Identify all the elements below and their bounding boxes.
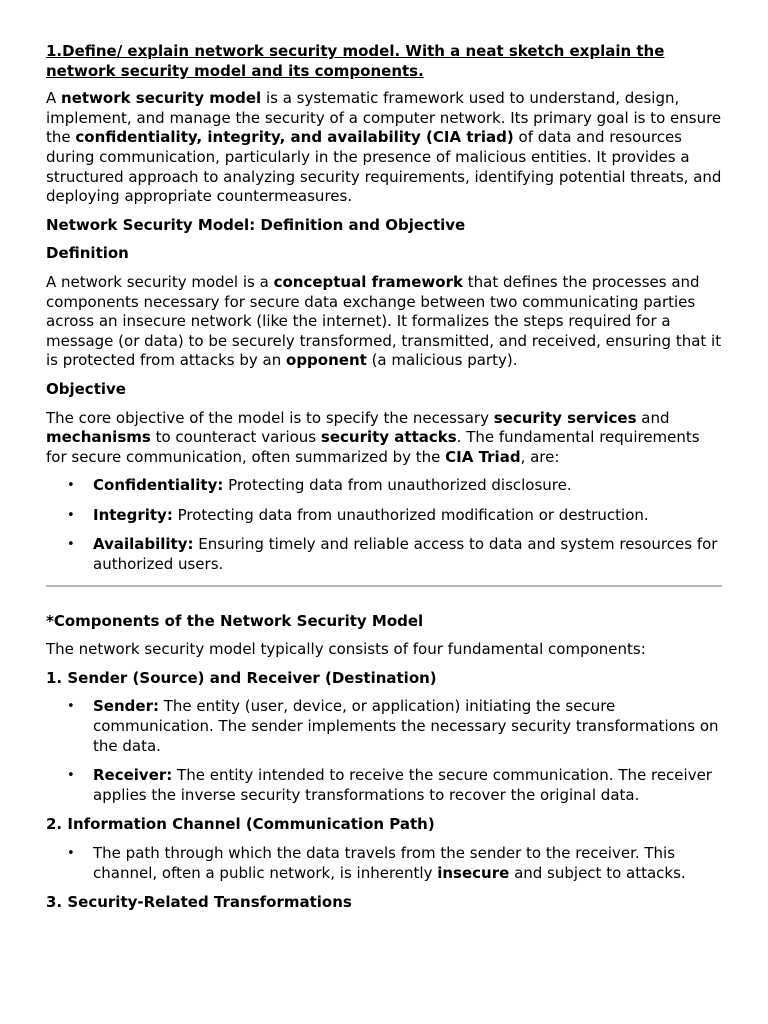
definition-bold-1: conceptual framework [273, 272, 463, 291]
objective-text-2: and [636, 408, 670, 427]
list-item-receiver [46, 766, 722, 805]
list-item-availability [46, 535, 722, 574]
definition-text-3: (a malicious party). [366, 351, 518, 370]
intro-text-3: of data and resources during communication, particularly in the presence of malicious entities. It provides a structured approach to analyzing security requirements, identifying potential threats, and deploying appropriate countermeasures. [46, 128, 722, 206]
objective-text-5: , are: [520, 447, 560, 466]
cia-triad-list [46, 476, 722, 574]
objective-bold-2: mechanisms [46, 428, 151, 447]
definition-text-2: that defines the processes and components necessary for secure data exchange between two communicating parties across an insecure network (like the internet). It formalizes the steps required for a message (or data) to be securely transformed, transmitted, and received, ensuring that it is protected from attacks by an [46, 272, 722, 370]
objective-text-4: . The fundamental requirements for secure communication, often summarized by the [46, 428, 700, 466]
document-title: 1.Define/ explain network security model. With a neat sketch explain the network security model and its components. [46, 42, 665, 80]
list-item-sender [46, 697, 722, 756]
list-item-term: Sender: [93, 697, 159, 716]
bullet-icon: • [67, 846, 75, 861]
component-1-list [46, 697, 722, 805]
list-item-text: The entity (user, device, or application) initiating the secure communication. The sender implements the necessary security transformations on the data. [93, 697, 719, 755]
list-item-term: Confidentiality: [93, 476, 224, 495]
definition-paragraph [46, 273, 722, 371]
objective-heading: Objective [46, 379, 126, 398]
bullet-icon: • [67, 768, 75, 784]
component-1-heading: 1. Sender (Source) and Receiver (Destination) [46, 668, 437, 687]
objective-paragraph [46, 409, 722, 468]
objective-text-3: to counteract various [150, 428, 321, 447]
list-item-text: Protecting data from unauthorized disclosure. [223, 476, 572, 495]
intro-text-2: is a systematic framework used to understand, design, implement, and manage the security of a computer network. Its primary goal is to ensure the [46, 89, 722, 147]
list-item-channel [46, 844, 722, 883]
list-item-text: and subject to attacks. [509, 863, 686, 882]
intro-bold-2: confidentiality, integrity, and availability (CIA triad) [75, 128, 514, 147]
intro-text-1: A [46, 89, 62, 108]
list-item-confidentiality [46, 476, 722, 496]
list-item-term: Receiver: [93, 766, 173, 785]
components-heading: *Components of the Network Security Model [46, 611, 424, 630]
objective-bold-1: security services [493, 408, 637, 427]
list-item-text: The path through which the data travels from the sender to the receiver. This channel, often a public network, is inherently [93, 844, 676, 882]
intro-paragraph [46, 89, 722, 207]
objective-bold-3: security attacks [320, 428, 457, 447]
list-item-integrity [46, 506, 722, 526]
objective-bold-4: CIA Triad [445, 447, 521, 466]
component-2-list [46, 844, 722, 883]
bullet-icon: • [67, 507, 75, 523]
list-item-term: Integrity: [93, 505, 173, 524]
list-item-bold: insecure [437, 863, 510, 882]
component-3-heading: 3. Security-Related Transformations [46, 893, 352, 912]
component-2-heading: 2. Information Channel (Communication Path) [46, 815, 435, 834]
definition-heading: Definition [46, 244, 129, 263]
components-intro: The network security model typically consists of four fundamental components: [46, 640, 646, 659]
list-item-text: Ensuring timely and reliable access to data and system resources for authorized users. [93, 535, 718, 574]
definition-bold-2: opponent [286, 351, 367, 370]
bullet-icon: • [67, 699, 75, 715]
list-item-text: The entity intended to receive the secure communication. The receiver applies the inverse security transformations to recover the original data. [93, 766, 712, 804]
list-item-text: Protecting data from unauthorized modification or destruction. [172, 505, 649, 524]
objective-text-1: The core objective of the model is to specify the necessary [46, 408, 494, 427]
bullet-icon: • [67, 478, 75, 494]
horizontal-divider [46, 585, 722, 587]
definition-text-1: A network security model is a [46, 272, 274, 291]
bullet-icon: • [67, 537, 75, 553]
intro-bold-1: network security model [61, 89, 262, 108]
section-heading-definition-objective: Network Security Model: Definition and Objective [46, 215, 466, 234]
list-item-term: Availability: [93, 535, 194, 554]
